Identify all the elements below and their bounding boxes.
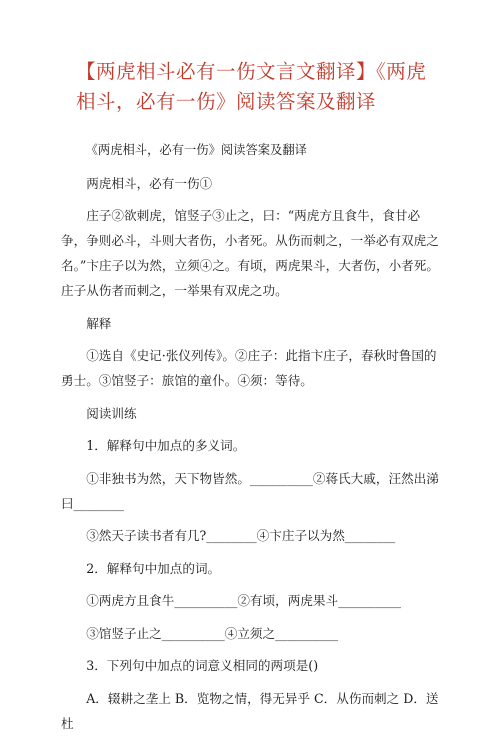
article-heading: 两虎相斗，必有一伤① (86, 175, 213, 191)
question-3-options: A．辍耕之垄上 B．览物之情，得无异乎 C．从伤而刺之 D．送杜 (61, 690, 439, 731)
article-paragraph: 庄子②欲刺虎，馆竖子③止之，曰：“两虎方且食牛，食甘必争，争则必斗，斗则大者伤，小者死。从伤而刺之，一举必有双虎之名。”卞庄子以为然，立须④之。有顷，两虎果斗，大者伤，小者死。庄子从伤者而刺之，一举果有双虎之功。 (61, 208, 439, 298)
article-subtitle: 《两虎相斗，必有一伤》阅读答案及翻译 (85, 143, 307, 157)
question-1: 1．解释句中加点的多义词。 (86, 438, 246, 453)
document-title: 【两虎相斗必有一伤文言文翻译】《两虎相斗，必有一伤》阅读答案及翻译 (76, 60, 427, 113)
exercise-heading: 阅读训练 (86, 405, 137, 421)
question-3: 3．下列句中加点的词意义相同的两项是() (86, 658, 319, 673)
question-2: 2．解释句中加点的词。 (86, 560, 221, 576)
notes-paragraph: ①选自《史记·张仪列传》。②庄子：此指卞庄子，春秋时鲁国的勇士。③馆竖子：旅馆的童仆。④须：等待。 (61, 348, 437, 388)
notes-heading: 解释 (86, 315, 112, 331)
question-1-line-1: ①非独书为然，天下物皆然。__________②蒋氏大戚，汪然出涕曰________ (61, 470, 439, 511)
question-2-line-1: ①两虎方且食牛__________②有顷，两虎果斗__________ (86, 593, 402, 608)
question-1-line-2: ③然天子读书者有几?________④卞庄子以为然________ (86, 528, 396, 543)
document-body (61, 138, 439, 736)
question-2-line-2: ③馆竖子止之__________④立须之__________ (86, 625, 339, 641)
